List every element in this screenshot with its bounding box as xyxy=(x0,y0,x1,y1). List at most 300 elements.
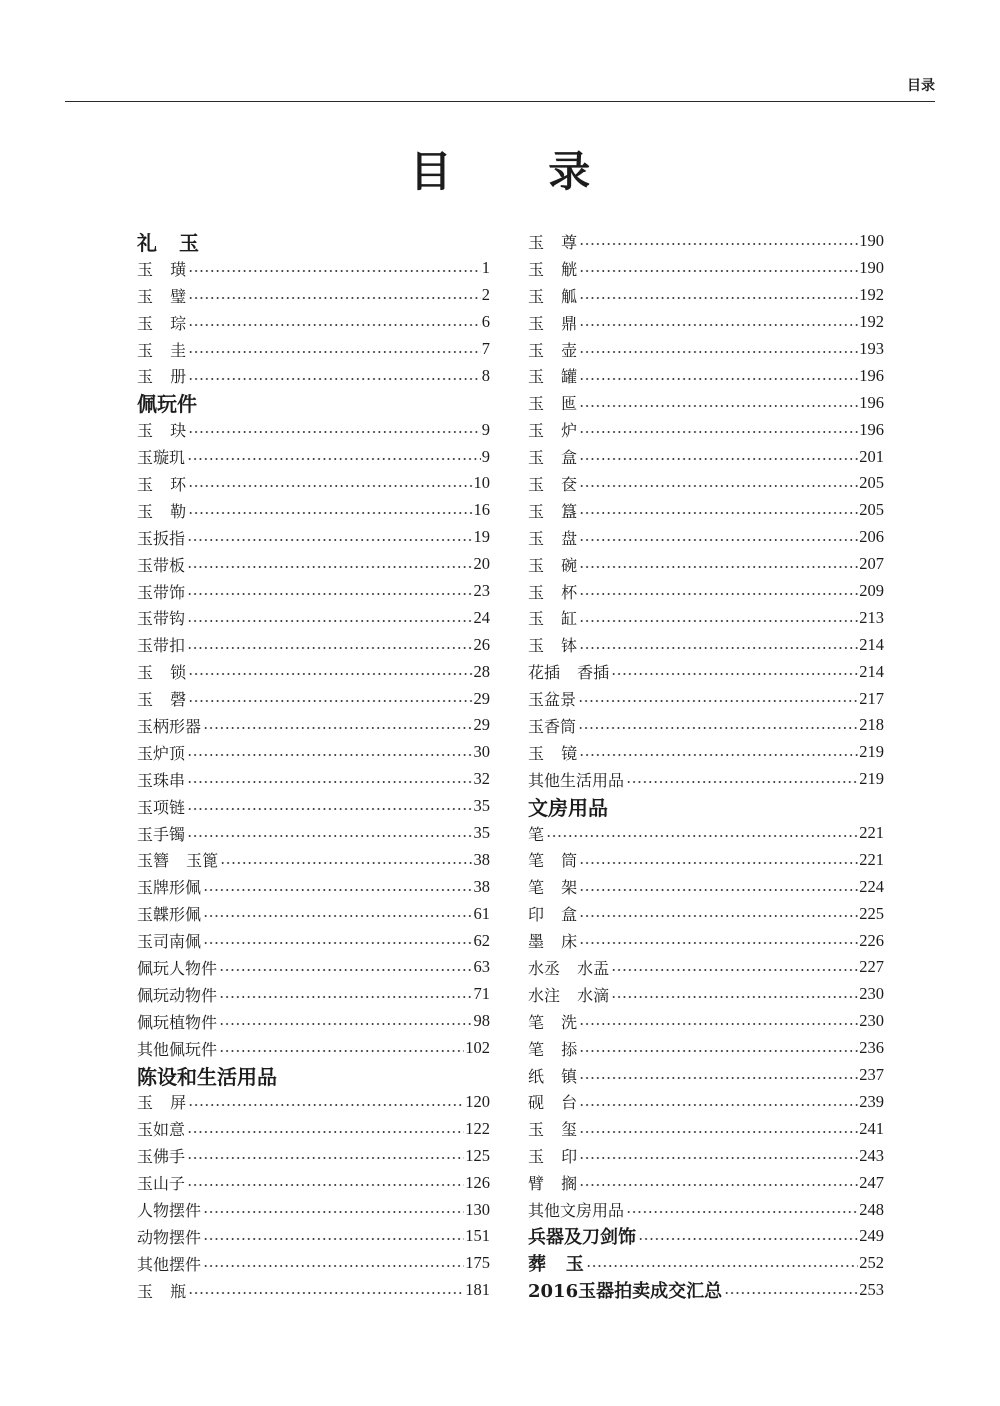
toc-entry xyxy=(528,766,884,793)
page-number: 192 xyxy=(859,285,884,305)
header-rule xyxy=(65,101,935,102)
page-number: 230 xyxy=(859,1011,884,1031)
entry-title: 玉带饰 xyxy=(137,582,186,602)
entry-title: 玉 盒 xyxy=(528,448,578,468)
page-number: 71 xyxy=(473,984,490,1004)
toc-entry xyxy=(137,739,490,766)
dot-leader xyxy=(579,900,858,927)
entry-title: 其他佩玩件 xyxy=(137,1039,218,1059)
page-number: 192 xyxy=(859,312,884,332)
page-number: 206 xyxy=(859,527,884,547)
toc-entry xyxy=(137,981,490,1008)
entry-title: 玉 簋 xyxy=(528,501,578,521)
entry-title: 动物摆件 xyxy=(137,1227,202,1247)
dot-leader xyxy=(219,1008,472,1035)
page-number: 28 xyxy=(473,661,490,681)
page-number: 63 xyxy=(473,957,490,977)
toc-entry xyxy=(137,1115,490,1142)
dot-leader xyxy=(579,282,858,309)
toc-entry xyxy=(528,1142,884,1169)
dot-leader xyxy=(219,954,472,981)
page-number: 217 xyxy=(859,688,884,708)
toc-column-left xyxy=(137,228,490,1304)
entry-title: 纸 镇 xyxy=(528,1066,578,1086)
toc-entry xyxy=(137,658,490,685)
entry-title: 玉 圭 xyxy=(137,340,187,360)
page-number: 24 xyxy=(473,607,490,627)
dot-leader xyxy=(579,524,858,551)
dot-leader xyxy=(579,1115,858,1142)
entry-title: 臂 搁 xyxy=(528,1174,578,1194)
dot-leader xyxy=(188,282,481,309)
page-number: 181 xyxy=(465,1280,490,1300)
dot-leader xyxy=(579,389,858,416)
section-entry-title: 兵器及刀剑饰 xyxy=(528,1227,636,1249)
page-number: 252 xyxy=(859,1253,884,1273)
dot-leader xyxy=(188,362,481,389)
toc-entry xyxy=(528,712,884,739)
dot-leader xyxy=(203,1196,464,1223)
section-heading xyxy=(137,228,490,255)
dot-leader xyxy=(579,1008,858,1035)
dot-leader xyxy=(203,1223,464,1250)
entry-title: 玉 觚 xyxy=(528,286,578,306)
dot-leader xyxy=(188,497,472,524)
page-number: 196 xyxy=(859,392,884,412)
entry-title: 玉柄形器 xyxy=(137,716,202,736)
dot-leader xyxy=(187,631,472,658)
entry-title: 玉炉顶 xyxy=(137,743,186,763)
toc-entry xyxy=(528,1062,884,1089)
page-number: 62 xyxy=(473,930,490,950)
toc-entry xyxy=(137,1008,490,1035)
dot-leader xyxy=(203,927,472,954)
toc-entry xyxy=(528,1089,884,1116)
page-title: 目 录 xyxy=(409,147,591,196)
toc-entry xyxy=(137,362,490,389)
dot-leader xyxy=(219,981,472,1008)
page-number: 247 xyxy=(859,1172,884,1192)
page-number: 205 xyxy=(859,473,884,493)
page-number: 35 xyxy=(473,823,490,843)
dot-leader xyxy=(579,551,858,578)
page-number: 237 xyxy=(859,1065,884,1085)
entry-title: 笔 掭 xyxy=(528,1039,578,1059)
entry-title: 玉韘形佩 xyxy=(137,905,202,925)
page-number: 120 xyxy=(465,1091,490,1111)
page-number: 20 xyxy=(473,554,490,574)
page-number: 214 xyxy=(859,661,884,681)
entry-title: 玉 匜 xyxy=(528,394,578,414)
heading-title: 文房用品 xyxy=(528,795,608,820)
dot-leader xyxy=(611,954,858,981)
entry-title: 玉 锁 xyxy=(137,663,187,683)
page-number: 7 xyxy=(481,339,490,358)
entry-title: 玉牌形佩 xyxy=(137,878,202,898)
toc-column-right xyxy=(528,228,884,1304)
toc-entry xyxy=(137,1250,490,1277)
section-entry-title: 2016玉器拍卖成交汇总 xyxy=(528,1281,723,1303)
heading-title: 礼 玉 xyxy=(137,230,199,255)
page-number: 236 xyxy=(859,1038,884,1058)
page-number: 9 xyxy=(481,446,490,466)
dot-leader xyxy=(579,1089,858,1116)
page-number: 38 xyxy=(473,849,490,869)
entry-title: 水注 水滴 xyxy=(528,985,610,1005)
page-number: 1 xyxy=(481,258,490,278)
entry-title: 笔 架 xyxy=(528,878,578,898)
toc-entry xyxy=(137,1089,490,1116)
entry-title: 玉香筒 xyxy=(528,716,577,736)
entry-title: 玉珠串 xyxy=(137,770,186,790)
page-number: 35 xyxy=(473,796,490,816)
dot-leader xyxy=(579,1035,858,1062)
toc-entry xyxy=(528,846,884,873)
toc-entry xyxy=(137,336,490,363)
entry-title: 玉带扣 xyxy=(137,636,186,656)
dot-leader xyxy=(579,739,858,766)
page-number: 102 xyxy=(465,1038,490,1058)
toc-entry xyxy=(137,1169,490,1196)
toc-entry xyxy=(137,1196,490,1223)
dot-leader xyxy=(188,416,481,443)
toc-entry xyxy=(528,309,884,336)
entry-title: 玉 缸 xyxy=(528,609,578,629)
entry-title: 玉扳指 xyxy=(137,528,186,548)
dot-leader xyxy=(187,551,472,578)
toc-entry xyxy=(528,497,884,524)
toc-entry xyxy=(137,927,490,954)
page-number: 38 xyxy=(473,876,490,896)
dot-leader xyxy=(187,1169,464,1196)
toc-entry xyxy=(137,1035,490,1062)
toc-entry xyxy=(137,873,490,900)
dot-leader xyxy=(188,1089,464,1116)
entry-title: 佩玩植物件 xyxy=(137,1012,218,1032)
entry-title: 佩玩动物件 xyxy=(137,985,218,1005)
page-number: 248 xyxy=(859,1199,884,1219)
page-number: 226 xyxy=(859,930,884,950)
entry-title: 玉 琮 xyxy=(137,313,187,333)
toc-entry xyxy=(528,416,884,443)
dot-leader xyxy=(220,846,472,873)
dot-leader xyxy=(188,309,481,336)
toc-entry xyxy=(528,524,884,551)
toc-entry xyxy=(137,416,490,443)
entry-title: 玉 壶 xyxy=(528,340,578,360)
toc-entry xyxy=(528,578,884,605)
dot-leader xyxy=(203,900,472,927)
page-number: 10 xyxy=(473,473,490,493)
page-number: 193 xyxy=(859,339,884,358)
toc-entry xyxy=(137,282,490,309)
toc-entry xyxy=(528,685,884,712)
dot-leader xyxy=(579,1142,858,1169)
entry-title: 玉 碗 xyxy=(528,555,578,575)
dot-leader xyxy=(626,766,858,793)
entry-title: 玉 盘 xyxy=(528,528,578,548)
dot-leader xyxy=(187,820,472,847)
section-entry-title: 葬 玉 xyxy=(528,1254,584,1276)
toc-entry xyxy=(137,900,490,927)
dot-leader xyxy=(638,1223,858,1250)
page-number: 61 xyxy=(473,903,490,923)
entry-title: 玉 勒 xyxy=(137,501,187,521)
page-number: 8 xyxy=(481,365,490,385)
entry-title: 玉 罐 xyxy=(528,367,578,387)
dot-leader xyxy=(579,927,858,954)
dot-leader xyxy=(579,1169,858,1196)
toc-entry xyxy=(528,981,884,1008)
toc-entry xyxy=(528,739,884,766)
toc-entry xyxy=(137,712,490,739)
dot-leader xyxy=(188,336,481,363)
toc-entry xyxy=(528,228,884,255)
toc-entry xyxy=(528,389,884,416)
page-number: 2 xyxy=(481,285,490,305)
toc-entry xyxy=(137,1223,490,1250)
toc-entry xyxy=(137,766,490,793)
page-number: 196 xyxy=(859,419,884,439)
dot-leader xyxy=(579,255,858,282)
page-number: 230 xyxy=(859,984,884,1004)
page-number: 219 xyxy=(859,769,884,789)
toc-entry xyxy=(137,255,490,282)
entry-title: 玉山子 xyxy=(137,1174,186,1194)
dot-leader xyxy=(187,578,472,605)
heading-title: 陈设和生活用品 xyxy=(137,1064,277,1089)
page-number: 225 xyxy=(859,903,884,923)
section-entry xyxy=(528,1223,884,1250)
page-number: 253 xyxy=(859,1280,884,1300)
toc-entry xyxy=(528,1115,884,1142)
dot-leader xyxy=(579,1062,858,1089)
toc-entry xyxy=(528,255,884,282)
toc-entry xyxy=(528,470,884,497)
dot-leader xyxy=(187,766,472,793)
entry-title: 玉簪 玉篦 xyxy=(137,851,219,871)
dot-leader xyxy=(579,604,858,631)
entry-title: 花插 香插 xyxy=(528,663,610,683)
page-number: 196 xyxy=(859,365,884,385)
entry-title: 玉 印 xyxy=(528,1147,578,1167)
dot-leader xyxy=(579,578,858,605)
toc-entry xyxy=(137,578,490,605)
toc-entry xyxy=(528,927,884,954)
toc-entry xyxy=(137,604,490,631)
section-entry xyxy=(528,1250,884,1277)
page-number: 201 xyxy=(859,446,884,466)
dot-leader xyxy=(188,1277,464,1304)
dot-leader xyxy=(579,336,858,363)
entry-title: 印 盒 xyxy=(528,905,578,925)
entry-title: 玉 炉 xyxy=(528,421,578,441)
entry-title: 笔 xyxy=(528,824,545,844)
toc-entry xyxy=(137,846,490,873)
dot-leader xyxy=(579,443,858,470)
page-number: 29 xyxy=(473,688,490,708)
dot-leader xyxy=(579,362,858,389)
dot-leader xyxy=(187,793,472,820)
toc-entry xyxy=(137,1277,490,1304)
toc-entry xyxy=(137,1142,490,1169)
entry-title: 玉 觥 xyxy=(528,259,578,279)
page-number: 19 xyxy=(473,527,490,547)
toc-entry xyxy=(528,336,884,363)
toc-entry xyxy=(137,685,490,712)
entry-title: 玉 尊 xyxy=(528,232,578,252)
dot-leader xyxy=(579,228,858,255)
page-number: 190 xyxy=(859,258,884,278)
page-number: 207 xyxy=(859,554,884,574)
entry-title: 其他生活用品 xyxy=(528,770,625,790)
page-number: 26 xyxy=(473,634,490,654)
entry-title: 笔 筒 xyxy=(528,851,578,871)
dot-leader xyxy=(611,658,858,685)
entry-title: 玉 册 xyxy=(137,367,187,387)
toc-entry xyxy=(528,282,884,309)
toc-entry xyxy=(528,604,884,631)
toc-entry xyxy=(137,793,490,820)
dot-leader xyxy=(611,981,858,1008)
page-number: 16 xyxy=(473,500,490,520)
toc-entry xyxy=(137,631,490,658)
dot-leader xyxy=(579,416,858,443)
entry-title: 玉如意 xyxy=(137,1120,186,1140)
section-heading xyxy=(137,389,490,416)
entry-title: 玉 瓶 xyxy=(137,1281,187,1301)
page-number: 151 xyxy=(465,1226,490,1246)
entry-title: 玉 鼎 xyxy=(528,313,578,333)
dot-leader xyxy=(188,685,472,712)
entry-title: 玉 环 xyxy=(137,474,187,494)
entry-title: 佩玩人物件 xyxy=(137,958,218,978)
page-number: 243 xyxy=(859,1145,884,1165)
entry-title: 砚 台 xyxy=(528,1093,578,1113)
entry-title: 玉司南佩 xyxy=(137,932,202,952)
dot-leader xyxy=(187,524,472,551)
toc-entry xyxy=(528,1169,884,1196)
toc-entry xyxy=(528,1035,884,1062)
page-number: 6 xyxy=(481,312,490,332)
toc-entry xyxy=(528,900,884,927)
heading-title: 佩玩件 xyxy=(137,392,197,417)
entry-title: 其他摆件 xyxy=(137,1254,202,1274)
entry-title: 玉 奁 xyxy=(528,474,578,494)
page-number: 130 xyxy=(465,1199,490,1219)
toc-entry xyxy=(528,820,884,847)
section-heading xyxy=(137,1062,490,1089)
dot-leader xyxy=(579,470,858,497)
toc-entry xyxy=(137,551,490,578)
entry-title: 玉项链 xyxy=(137,797,186,817)
page-number: 122 xyxy=(465,1118,490,1138)
entry-title: 玉璇玑 xyxy=(137,448,186,468)
toc-entry xyxy=(528,1008,884,1035)
entry-title: 玉 璧 xyxy=(137,286,187,306)
page-number: 30 xyxy=(473,742,490,762)
entry-title: 人物摆件 xyxy=(137,1201,202,1220)
dot-leader xyxy=(203,873,472,900)
running-header: 目录 xyxy=(907,78,935,94)
entry-title: 玉 磬 xyxy=(137,690,187,710)
page-number: 241 xyxy=(859,1118,884,1138)
page-number: 213 xyxy=(859,607,884,627)
toc-entry xyxy=(528,551,884,578)
page-number: 32 xyxy=(473,769,490,789)
toc-entry xyxy=(137,497,490,524)
dot-leader xyxy=(578,712,858,739)
toc-entry xyxy=(528,658,884,685)
toc-entry xyxy=(137,524,490,551)
toc-entry xyxy=(528,873,884,900)
toc-entry xyxy=(137,309,490,336)
page-number: 214 xyxy=(859,634,884,654)
section-heading xyxy=(528,793,884,820)
dot-leader xyxy=(187,604,472,631)
page-number: 9 xyxy=(481,419,490,439)
page-number: 249 xyxy=(859,1226,884,1246)
toc-entry xyxy=(528,443,884,470)
dot-leader xyxy=(579,873,858,900)
entry-title: 玉 杯 xyxy=(528,582,578,602)
dot-leader xyxy=(188,255,481,282)
page-number: 98 xyxy=(473,1011,490,1031)
section-entry xyxy=(528,1277,884,1304)
dot-leader xyxy=(219,1035,464,1062)
page-number: 219 xyxy=(859,742,884,762)
page-number: 175 xyxy=(465,1253,490,1273)
page-number: 218 xyxy=(859,715,884,735)
page-number: 221 xyxy=(859,849,884,869)
page-number: 221 xyxy=(859,823,884,843)
entry-title: 玉 璜 xyxy=(137,259,187,279)
entry-title: 墨 床 xyxy=(528,932,578,952)
page-number: 29 xyxy=(473,715,490,735)
toc-entry xyxy=(137,954,490,981)
toc-entry xyxy=(528,631,884,658)
toc-entry xyxy=(528,954,884,981)
dot-leader xyxy=(188,658,472,685)
dot-leader xyxy=(203,1250,464,1277)
dot-leader xyxy=(579,309,858,336)
page-number: 205 xyxy=(859,500,884,520)
entry-title: 玉 钵 xyxy=(528,636,578,656)
page-number: 239 xyxy=(859,1091,884,1111)
dot-leader xyxy=(546,820,858,847)
dot-leader xyxy=(579,631,858,658)
toc-entry xyxy=(528,362,884,389)
entry-title: 水丞 水盂 xyxy=(528,958,610,978)
dot-leader xyxy=(187,1142,464,1169)
page-number: 224 xyxy=(859,876,884,896)
toc-entry xyxy=(137,443,490,470)
dot-leader xyxy=(187,1115,464,1142)
page-number: 125 xyxy=(465,1145,490,1165)
entry-title: 其他文房用品 xyxy=(528,1201,625,1220)
entry-title: 玉 镜 xyxy=(528,743,578,763)
entry-title: 玉 玦 xyxy=(137,421,187,441)
toc-entry xyxy=(137,820,490,847)
dot-leader xyxy=(579,497,858,524)
toc-entry xyxy=(137,470,490,497)
entry-title: 笔 洗 xyxy=(528,1012,578,1032)
entry-title: 玉带板 xyxy=(137,555,186,575)
dot-leader xyxy=(203,712,472,739)
entry-title: 玉 玺 xyxy=(528,1120,578,1140)
entry-title: 玉佛手 xyxy=(137,1147,186,1167)
entry-title: 玉盆景 xyxy=(528,690,577,710)
